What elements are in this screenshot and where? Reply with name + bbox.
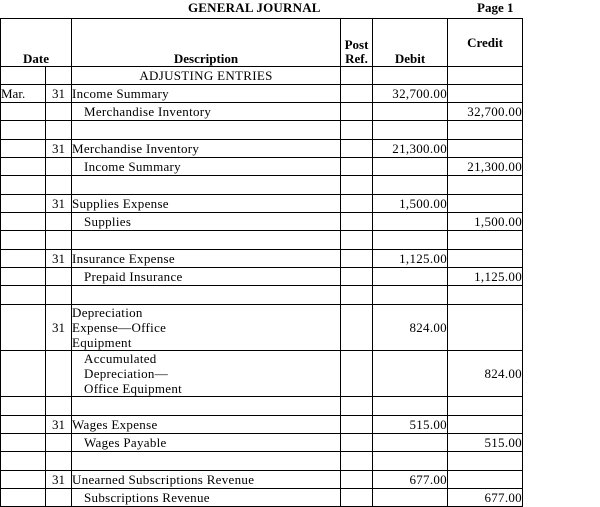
debit-amount: 32,700.00 <box>373 85 448 103</box>
entry-month <box>1 195 46 213</box>
credit-amount: 1,125.00 <box>448 268 523 286</box>
blank-row <box>1 176 523 195</box>
credit-amount: 677.00 <box>448 489 523 507</box>
journal-row <box>1 103 523 121</box>
credit-account: Wages Payable <box>72 434 341 452</box>
debit-amount: 677.00 <box>373 471 448 489</box>
section-heading: ADJUSTING ENTRIES <box>72 67 341 85</box>
post-ref-column-header <box>341 19 373 67</box>
entry-day: 31 <box>46 140 72 158</box>
journal-row <box>1 140 523 158</box>
debit-account: Supplies Expense <box>72 195 341 213</box>
journal-row <box>1 268 523 286</box>
credit-account: Accumulated Depreciation—Office Equipment <box>72 351 341 397</box>
journal-row <box>1 213 523 231</box>
credit-account: Merchandise Inventory <box>72 103 341 121</box>
date-column-header: Date <box>1 19 72 67</box>
blank-row <box>1 231 523 250</box>
journal-row <box>1 250 523 268</box>
journal-row <box>1 434 523 452</box>
debit-account: Insurance Expense <box>72 250 341 268</box>
entry-day: 31 <box>46 195 72 213</box>
entry-day: 31 <box>46 250 72 268</box>
credit-amount: 32,700.00 <box>448 103 523 121</box>
debit-amount: 21,300.00 <box>373 140 448 158</box>
section-heading-row <box>1 67 523 85</box>
credit-amount: 515.00 <box>448 434 523 452</box>
debit-account: Depreciation Expense—Office Equipment <box>72 305 341 351</box>
credit-account: Prepaid Insurance <box>72 268 341 286</box>
entry-month <box>1 250 46 268</box>
credit-account: Supplies <box>72 213 341 231</box>
entry-month <box>1 416 46 434</box>
blank-row <box>1 397 523 416</box>
journal-row <box>1 85 523 103</box>
journal-row <box>1 471 523 489</box>
entry-day: 31 <box>46 416 72 434</box>
description-column-header: Description <box>72 19 341 67</box>
post-ref-line2: Ref. <box>345 51 368 66</box>
page-number: Page 1 <box>477 0 514 15</box>
post-ref-line1: Post <box>344 37 369 52</box>
debit-account: Merchandise Inventory <box>72 140 341 158</box>
general-journal-table <box>0 18 523 507</box>
credit-amount: 824.00 <box>448 351 523 397</box>
debit-amount: 1,125.00 <box>373 250 448 268</box>
credit-column-header: Credit <box>448 19 523 67</box>
debit-amount: 1,500.00 <box>373 195 448 213</box>
credit-account: Subscriptions Revenue <box>72 489 341 507</box>
journal-row <box>1 305 523 351</box>
entry-month <box>1 140 46 158</box>
journal-row <box>1 195 523 213</box>
debit-account: Wages Expense <box>72 416 341 434</box>
journal-row <box>1 351 523 397</box>
debit-amount: 824.00 <box>373 305 448 351</box>
blank-row <box>1 452 523 471</box>
entry-month <box>1 471 46 489</box>
entry-month <box>1 305 46 351</box>
credit-amount: 1,500.00 <box>448 213 523 231</box>
header-row <box>1 19 523 67</box>
entry-day: 31 <box>46 85 72 103</box>
debit-account: Unearned Subscriptions Revenue <box>72 471 341 489</box>
debit-column-header: Debit <box>373 19 448 67</box>
credit-account: Income Summary <box>72 158 341 176</box>
credit-amount: 21,300.00 <box>448 158 523 176</box>
blank-row <box>1 121 523 140</box>
entry-day: 31 <box>46 471 72 489</box>
journal-title: GENERAL JOURNAL <box>188 0 321 15</box>
journal-row <box>1 416 523 434</box>
journal-row <box>1 158 523 176</box>
journal-row <box>1 489 523 507</box>
debit-account: Income Summary <box>72 85 341 103</box>
entry-day: 31 <box>46 305 72 351</box>
debit-amount: 515.00 <box>373 416 448 434</box>
blank-row <box>1 286 523 305</box>
entry-month: Mar. <box>1 85 46 103</box>
